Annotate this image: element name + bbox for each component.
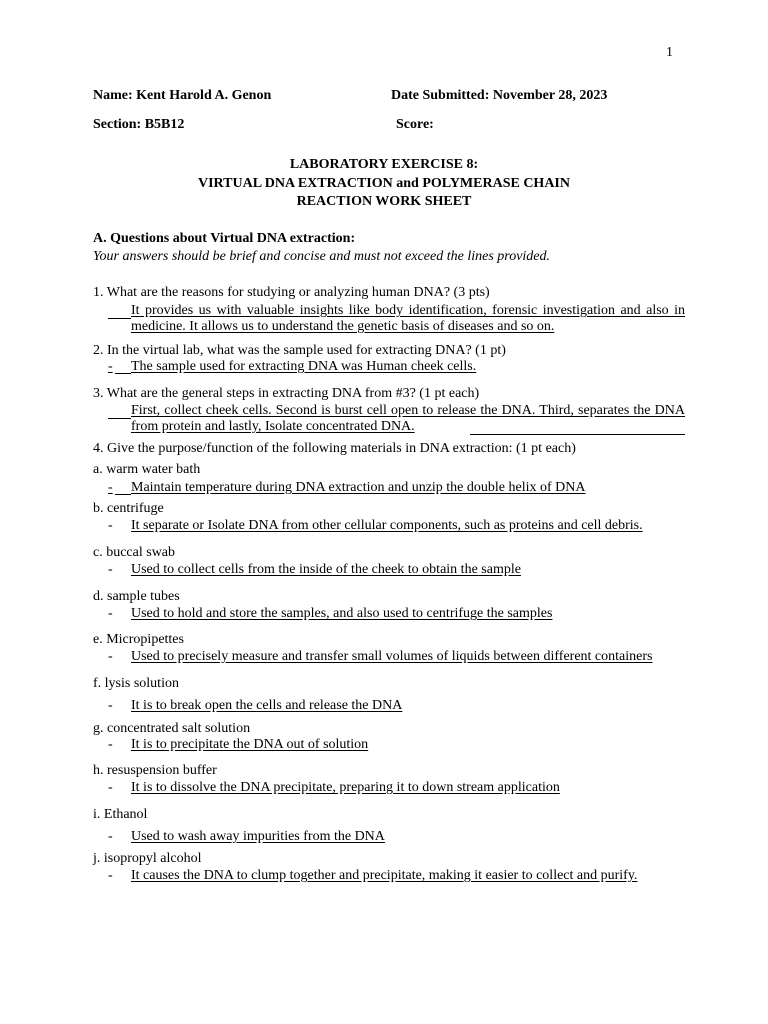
material-dash-a: - — [108, 480, 113, 495]
material-dash-b: - — [108, 518, 113, 533]
section-a-instruction: Your answers should be brief and concise and must not exceed the lines provided. — [93, 249, 551, 264]
material-dash-i: - — [108, 829, 113, 844]
material-answer-b: It separate or Isolate DNA from other cellular components, such as proteins and cell debris. — [131, 518, 643, 533]
material-label-c: c. buccal swab — [93, 545, 176, 560]
answer-3-blank-rule — [470, 434, 685, 435]
material-answer-e: Used to precisely measure and transfer small volumes of liquids between different containers — [131, 649, 653, 664]
answer-3-lead-rule — [108, 418, 131, 419]
material-answer-c: Used to collect cells from the inside of the cheek to obtain the sample — [131, 562, 521, 577]
answer-3 — [131, 403, 685, 435]
material-dash-d: - — [108, 606, 113, 621]
material-label-e: e. Micropipettes — [93, 632, 184, 647]
material-label-d: d. sample tubes — [93, 589, 180, 604]
section-a-heading: A. Questions about Virtual DNA extraction: — [93, 231, 356, 246]
answer-1 — [131, 303, 685, 335]
material-answer-a: Maintain temperature during DNA extraction and unzip the double helix of DNA — [131, 480, 586, 495]
question-2: 2. In the virtual lab, what was the sample used for extracting DNA? (1 pt) — [93, 343, 506, 358]
answer-1-lead-rule — [108, 318, 131, 319]
answer-1-line-2: also in medicine. It allows us to understand the genetic basis of diseases and so on. — [131, 303, 685, 334]
material-label-b: b. centrifuge — [93, 501, 164, 516]
answer-3-line-1: First, collect cheek cells. Second is burst cell open to release the DNA. Third, separates the — [131, 403, 651, 418]
material-answer-i: Used to wash away impurities from the DNA — [131, 829, 385, 844]
answer-2-dash: - — [108, 359, 113, 374]
answer-1-line-1: It provides us with valuable insights like body identification, forensic investigation and — [131, 303, 641, 318]
question-1: 1. What are the reasons for studying or analyzing human DNA? (3 pts) — [93, 285, 490, 300]
material-answer-g: It is to precipitate the DNA out of solution — [131, 737, 369, 752]
section-label: Section: B5B12 — [93, 117, 185, 132]
material-answer-h: It is to dissolve the DNA precipitate, preparing it to down stream application — [131, 780, 560, 795]
material-label-f: f. lysis solution — [93, 676, 179, 691]
material-label-j: j. isopropyl alcohol — [93, 851, 202, 866]
material-dash-h: - — [108, 780, 113, 795]
question-3: 3. What are the general steps in extracting DNA from #3? (1 pt each) — [93, 386, 480, 401]
material-label-i: i. Ethanol — [93, 807, 148, 822]
title-line-3: REACTION WORK SHEET — [296, 194, 472, 209]
material-label-h: h. resuspension buffer — [93, 763, 217, 778]
material-dash-f: - — [108, 698, 113, 713]
material-dash-e: - — [108, 649, 113, 664]
material-dash-g: - — [108, 737, 113, 752]
material-gap-rule-a — [115, 494, 131, 495]
material-label-a: a. warm water bath — [93, 462, 201, 477]
page-number: 1 — [666, 45, 673, 60]
material-answer-d: Used to hold and store the samples, and also used to centrifuge the samples — [131, 606, 553, 621]
material-answer-f: It is to break open the cells and release the DNA — [131, 698, 403, 713]
material-label-g: g. concentrated salt solution — [93, 721, 251, 736]
material-dash-j: - — [108, 868, 113, 883]
title-line-1: LABORATORY EXERCISE 8: — [289, 157, 479, 172]
material-dash-c: - — [108, 562, 113, 577]
question-4: 4. Give the purpose/function of the following materials in DNA extraction: (1 pt each) — [93, 441, 576, 456]
answer-2: The sample used for extracting DNA was Human cheek cells. — [131, 359, 477, 374]
answer-2-gap-rule — [115, 373, 131, 374]
date-submitted: Date Submitted: November 28, 2023 — [391, 88, 608, 103]
title-line-2: VIRTUAL DNA EXTRACTION and POLYMERASE CHAIN — [197, 176, 570, 191]
material-answer-j: It causes the DNA to clump together and precipitate, making it easier to collect and purify. — [131, 868, 638, 883]
student-name: Name: Kent Harold A. Genon — [93, 88, 272, 103]
answer-3-line-2: DNA from protein and lastly, Isolate concentrated DNA. — [131, 403, 685, 434]
score-label: Score: — [396, 117, 434, 132]
